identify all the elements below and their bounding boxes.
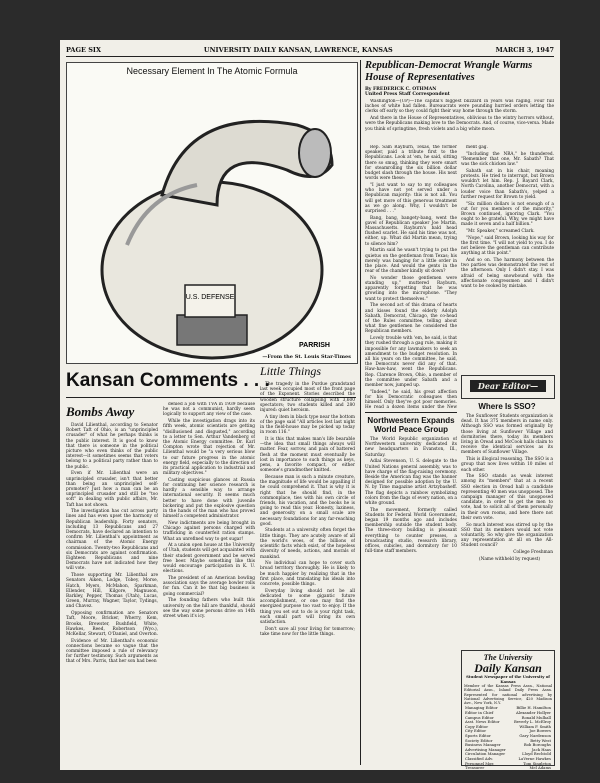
republican-column-2 xyxy=(461,145,554,370)
northwestern-paragraph: Adlai Stevenson, U. S. delegate to the United Nations general assembly, was to have charge of the flag-raising ceremony. Beside the American flag was the banner designed for possible adoption by the U. N. by Time magazine artist Artzybasheff. The flag depicts a rainbow symbolizing colors from the flags of every nation, on a white ground. xyxy=(365,459,457,506)
page-number: PAGE SIX xyxy=(66,46,102,54)
republican-paragraph: "Including the NRA," he thundered. "Remember that one, Mr. Sabath? That was the sick chicken law." xyxy=(461,151,554,168)
little-things-headline: Little Things xyxy=(260,364,322,378)
republican-headline: Republican-Democrat Wrangle Warms House of Representatives xyxy=(365,60,533,83)
bombs-paragraph: Casting suspicious glances at Russia for continuing her science research is hardly a sensible way to arrange international security. It seems much better to have done with juvenile bickering and put the explosive question in the hands of the man who has proved himself a competent administrator. xyxy=(163,477,255,520)
editorial-cartoon xyxy=(66,62,358,364)
defense-text: U.S. DEFENSE xyxy=(185,294,235,301)
letter-column xyxy=(461,402,553,647)
flask-opening xyxy=(299,129,331,177)
masthead-subtitle: Student Newspaper of the University of Kansas xyxy=(466,674,550,684)
bombs-paragraph: The president of an American bowling association says the average bowler rolls for fun. Can it be that big business is going commercial? xyxy=(163,576,255,597)
column-divider xyxy=(360,60,361,765)
bombs-headline: Bombs Away xyxy=(66,404,135,419)
staff-person: Joe Bowers xyxy=(529,728,551,734)
staff-role: Treasurer xyxy=(465,765,485,770)
little-things-paragraph: Students at a university often forget the little things. They are acutely aware of all the world's woes, of the billions of scientific facts which exist, of the hopeless diversity of needs, actions, and morals of mankind. xyxy=(260,528,355,560)
staff-role: Editor in Chief xyxy=(465,710,494,716)
dear-editor-banner: Dear Editor— xyxy=(470,380,546,392)
republican-column-1 xyxy=(365,145,457,410)
staff-person: LaVerne Hawkes xyxy=(518,756,551,762)
staff-person: Beverly L. McElroy xyxy=(514,719,551,725)
masthead-title: Daily Kansan xyxy=(474,661,542,675)
little-things-paragraph: Because man is such a minute creature, the magnitude of life would be appalling if he could comprehend it. That is why it is right that he should find, in the commonplace, ties with his own circle of friends, his vacation, and the books he is going to read this year. Honesty, laziness, and generosity on a small scale are necessary foundations for any far-reaching good. xyxy=(260,474,355,527)
letter-paragraph: The SSO stands as weak interest among its "members" that at a recent SSO election in Oread hall a candidate representing 40 men was unopposed. The campaign manager of this unopposed candidate, in order to get the men to vote, had to solicit all of them personally in their own rooms, and here there not their own vote. xyxy=(461,474,553,521)
cartoon-credit: —From the St. Louis Star-Times xyxy=(262,354,351,360)
republican-lead xyxy=(365,99,554,133)
bombs-paragraph: The investigation has cut across party lines and has even upset the harmony of Republican leadership. Forty senators, including 13 Republicans and 27 Democrats, have declared an intention to confirm Mr. Lilienthal's appointment as chairman of the Atomic Energy commission. Twenty-two Republicans and six Democrats are against confirmation. Eighteen Republicans and nine Democrats have not indicated how they will vote. xyxy=(66,509,158,572)
masthead-info: Member of the Kansas Press Assn., National Editorial Assn., Inland Daily Press Assn. Represented for national advertising by National Advertising Service, 420 Madison Ave., New York, N.Y. xyxy=(464,684,552,706)
republican-paragraph: The second act of this drama of hearts and kisses found the elderly Adolph Sabath, Democrat, Chicago, the co-head of the Rules committee, telling about what fine gentlemen he considered the Republican members. xyxy=(365,303,457,335)
staff-person: Tom Singleton xyxy=(523,760,551,766)
staff-role: Managing Editor xyxy=(465,705,498,711)
republican-paragraph: "Mr. Speaker," screamed Clark. xyxy=(466,229,535,235)
masthead-the: The University xyxy=(483,653,533,662)
bombs-paragraph: Those supporting Mr. Lilienthal are Senators Aiken, Lodge, Tobey, Morse, Hatch, Myers, McMahon, Sparkman, Ellender, Hill, Kilgore, Magnuson, Barkley, Pepper, Thomas (Utah), Lucas, Green, Murray, Wagner, Taylor, Tydings, and Chavez. xyxy=(66,573,158,610)
staff-person: Mel Adams xyxy=(529,765,551,770)
letter-paragraph: The Sunflower Students organization is dead. It has 375 members in name only. Although SSO was formed originally by those living at Sunflower Village and dormitories there, today its members living in Oread and McCook halls claim to receive the identical services as its members of Sunflower Village. xyxy=(461,414,553,456)
staff-role: Sports Editor xyxy=(465,733,491,739)
paper-name: UNIVERSITY DAILY KANSAN, LAWRENCE, KANSAS xyxy=(203,46,393,54)
defense-box xyxy=(177,315,247,345)
staff-role: Campus Editor xyxy=(465,714,494,720)
northwestern-column xyxy=(365,416,457,766)
northwestern-rule xyxy=(365,412,457,413)
republican-paragraph: Sabath sat in his chair, moaning protests. He tried to interrupt, but Brown wouldn't let him. Rep. J. Bayard Clark, North Carolina, another Democrat, with a louder voice than Sabath's, yelped a further request for Brown to yield. xyxy=(461,168,554,200)
republican-paragraph: Lovely trouble with 'em, he said, is that they rushed through a gag rule, making it impossible for any lawmakers to seek an amendment to the budget resolution. In all his years on the committee, he said, the Democrats never did any of that. Haw-haw-haw, went the Republicans. Rep. Clarence Brown, Ohio, a member of the committee under Sabath and a member now, jumped up. xyxy=(365,336,457,388)
northwestern-paragraph: The World Republic organization of Northwestern university dedicated its new headquarters in Evanston, Ill., Saturday. xyxy=(365,437,457,458)
staff-person: Alexander Hollyer xyxy=(516,710,551,716)
staff-person: Lloyd Bechtold xyxy=(522,751,551,757)
cartoon-title: Necessary Element In The Atomic Formula xyxy=(126,66,298,76)
northwestern-headline: Northwestern Expands World Peace Group xyxy=(367,416,455,434)
staff-person: Billie H. Hamilton xyxy=(516,705,551,711)
issue-date: MARCH 3, 1947 xyxy=(495,46,554,54)
staff-person: Jack Haas xyxy=(531,746,551,752)
staff-role: Circulation Manager xyxy=(465,751,506,757)
page-header xyxy=(66,44,554,57)
bombs-paragraph: Opposing confirmation are Senators Taft, Moore, Bricker, Wherry, Kem, Brooks, Brewster, Bushfield, White, Hawkes, Reed, Robertson (Wyo.), McKellar, Stewart, O'Daniel, and Overton. xyxy=(66,611,158,637)
bombs-paragraph: Evidence of Mr. Lilienthal's economic connections became so vague that the committee imposed a rule of relevancy for further testimony. Such arguments as that of Mrs. Parris, that her son had been xyxy=(66,638,158,665)
staff-role: Advertising Manager xyxy=(465,746,506,752)
republican-paragraph: Bang, bang, bangety-bang, went the gavel of Republican speaker Joe Martin, Massachusetts. Rayburn's bald head flushed scarlet. He said his time was not, either, up. What did Martin mean, trying to silence him? xyxy=(365,215,457,247)
section-title: Kansan Comments . . . xyxy=(66,370,270,391)
staff-role: Personnel Mgr. xyxy=(465,760,495,766)
republican-paragraph: Martin said he wasn't trying to put the quietus on the gentleman from Texas; his merely was banging for a little order in the place. And would the gents in the rear of the chamber kindly sit down? xyxy=(365,248,457,275)
little-things-paragraph: No individual can hope to cover such broad territory thoroughly. He is likely to be much happier by realizing that in the first place, and translating his ideals into concrete, possible things. xyxy=(260,561,355,588)
staff-person: Bob Boroughs xyxy=(523,742,551,748)
bombs-paragraph: David Lilienthal, according to Senator Robert Taft of Ohio, is an "unprincipled crusader" of what he perhaps thinks is the public interest. It is good to know that there is someone in the political picture who even thinks of the public interest—it sometimes seems that voters belong to a political party rather than to the public. xyxy=(66,423,158,470)
republican-paragraph: "Nope," said Brown, looking his way for the first time. "I will not yield to you. I do not believe the gentleman can contribute anything at this point." xyxy=(461,235,554,257)
letter-paragraph: So much interest was stirred up by the SSO that its members would not vote voluntarily. So why give the organization any representation at all on the All-Student council? xyxy=(461,522,553,549)
bombs-column-2 xyxy=(163,402,255,762)
dear-editor-banner-box xyxy=(461,375,555,399)
defense-label xyxy=(185,285,235,317)
letter-note: (Name withheld by request) xyxy=(478,556,541,562)
republican-byline: By FREDERICK C. OTHMAN xyxy=(365,87,437,92)
letter-paragraph: This is illogical reasoning. The SSO is a group that now lives within 10 miles of each other. xyxy=(461,457,553,473)
bombs-paragraph: Even if Mr. Lilienthal were an unprincipled crusader, isn't that better than being an unprincipled self-promoter? Just how a man can be an unprincipled crusader and still be "too soft" in dealing with public affairs, Mr. Taft has not shown. xyxy=(66,471,158,508)
staff-role: Copy Editor xyxy=(465,723,489,729)
staff-row xyxy=(465,766,551,770)
staff-list xyxy=(462,705,554,770)
bombs-column-1 xyxy=(66,402,158,762)
republican-paragraph: Rep. Sam Rayburn, Texas, the former speaker, paid a tribute first to the Republicans. Look at 'em, he said, sitting there so smug, thinking they were smart for steamrolling the six billion dollar budget slash through the house. His next words were these: xyxy=(365,145,457,182)
republican-head xyxy=(365,60,554,133)
republican-byline-2: United Press Staff Correspondent xyxy=(365,92,450,97)
republican-paragraph: No wonder those gentlemen were standing up," muttered Rayburn, apparently forgetting that he was growling into the microphone. "They want to protect themselves." xyxy=(365,275,457,302)
staff-role: Asst. News Editor xyxy=(465,719,500,725)
letter-title: Where Is SSO? xyxy=(478,402,536,411)
republican-paragraph: "Six million dollars is not enough of a cut for you members of the minority," Brown continued, ignoring Clark. "You ought to be grateful. Why, we might have made it seven and a half billion." xyxy=(461,201,554,228)
staff-role: City Editor xyxy=(465,728,487,734)
republican-paragraph: "I just want to say to my colleagues who have not yet served under a Republican majority: this is not all. You will get more of this generous treatment as we go along. Why, I wouldn't be surprised . . ." xyxy=(365,182,457,214)
bombs-paragraph: The founding fathers who built this university on the hill are thankful, should see the way some persons drive on 14th street when it's icy. xyxy=(163,598,255,619)
staff-role: Society Editor xyxy=(465,737,493,743)
republican-paragraph: And so on. The harmony between the two parties was demonstrated the rest of the afternoon. Only I didn't stay. I was afraid of being snowbound with the affectionate congressmen and I didn't want to be cooked by mistake. xyxy=(461,258,554,290)
northwestern-paragraph: The movement, formerly called Students for Federal World Government, began 19 months ago and includes membership outside the student body. The three-story building is pleasant everything to counter presses, a broadcasting studio, research library, offices, cubicles, and dormitory for 10 full-time staff members. xyxy=(365,507,457,555)
staff-role: Classified Adv. xyxy=(465,756,493,762)
little-things-paragraph: The tragedy in the Purdue grandstand last week occupied most of the front page of the Exponent. Stories described the wooden structure collapsing with 3,600 spectators; two students killed and 280 injured: quiet heroism. xyxy=(260,382,355,414)
little-things-paragraph: A tiny item in black type near the bottom of the page said "All articles lost last night in the field-house may be picked up today in room 116." xyxy=(260,414,355,436)
little-things-column xyxy=(260,362,355,762)
masthead-box xyxy=(461,650,555,770)
republican-lead-paragraph: Washington—(UP)—The capital's biggest blizzard in years was raging. Four full inches of white had fallen. Bureaucrats were pounding hurried orders letting the clerks off early so they could fight their way home through the storm. xyxy=(365,99,554,115)
little-things-paragraph: Don't save all your living for tomorrow; take time now for the little things. xyxy=(260,626,355,637)
bombs-paragraph: While the investigation drags into its fifth week, atomic scientists are getting "disillusioned and disgusted," according to a letter to Sen. Arthur Vandenberg of the Atomic Energy committee. Dr. Karl Compton wrote that rejection of Mr. Lilienthal would be "a very serious blow to our future progress in the atomic energy field, especially to the direction of its practical application to industrial and military objectives." xyxy=(163,419,255,477)
little-things-paragraph: It is this that makes man's life bearable—the idea that small things always will matter. Fear, sorrow, and pain of battered flesh at the moment must eventually be lost in importance to such things as keys, pens, a favorite compact, or either someone's grandmother knitted. xyxy=(260,437,355,474)
letter-signature: College Freshman xyxy=(513,550,553,556)
bombs-paragraph: New indictments are being brought in Chicago against persons charged with trafficking in counterfeit ration stamps. What an unrefined way to get sugar! xyxy=(163,520,255,542)
republican-paragraph: ment gag. xyxy=(466,145,488,150)
newspaper-page xyxy=(60,40,560,770)
staff-person: Betty West xyxy=(530,737,551,743)
cartoon-drawing xyxy=(67,75,357,364)
bombs-paragraph: At a union open house at the University of Utah, students will get acquainted with their student government and be served free beer. Maybe something like this would encourage participation in K. U. elections. xyxy=(163,543,255,575)
staff-person: Gary Nardenson xyxy=(519,733,551,739)
republican-paragraph: "Indeed," he said, his great affection for his Democratic colleagues then himself. Only they've got poor memories. He read a dozen items under the New xyxy=(365,389,457,410)
staff-person: William F. Smith xyxy=(519,723,551,729)
little-things-paragraph: Everyday living should not be all dedicated to some gigantic future accomplishment, or one may find the energized purpose too vast to enjoy. If the thing you set out to do is your right task, each small part will bring its own satisfaction. xyxy=(260,588,355,625)
bombs-paragraph: denied a job with TVA in 1939 because he was not a communist, hardly seem logically to support any view of the case. xyxy=(163,402,255,418)
republican-lead-paragraph: And there in the House of Representatives, oblivious to the wintry horrors without, were the Republicans making love to the Democrats. And, of course, vice-versa. Made you think of springtime, fresh violets and a big white moon. xyxy=(365,116,554,132)
staff-person: Ronald Mulhall xyxy=(521,714,551,720)
staff-role: Business Manager xyxy=(465,742,501,748)
cartoonist-signature: PARRISH xyxy=(299,342,330,349)
